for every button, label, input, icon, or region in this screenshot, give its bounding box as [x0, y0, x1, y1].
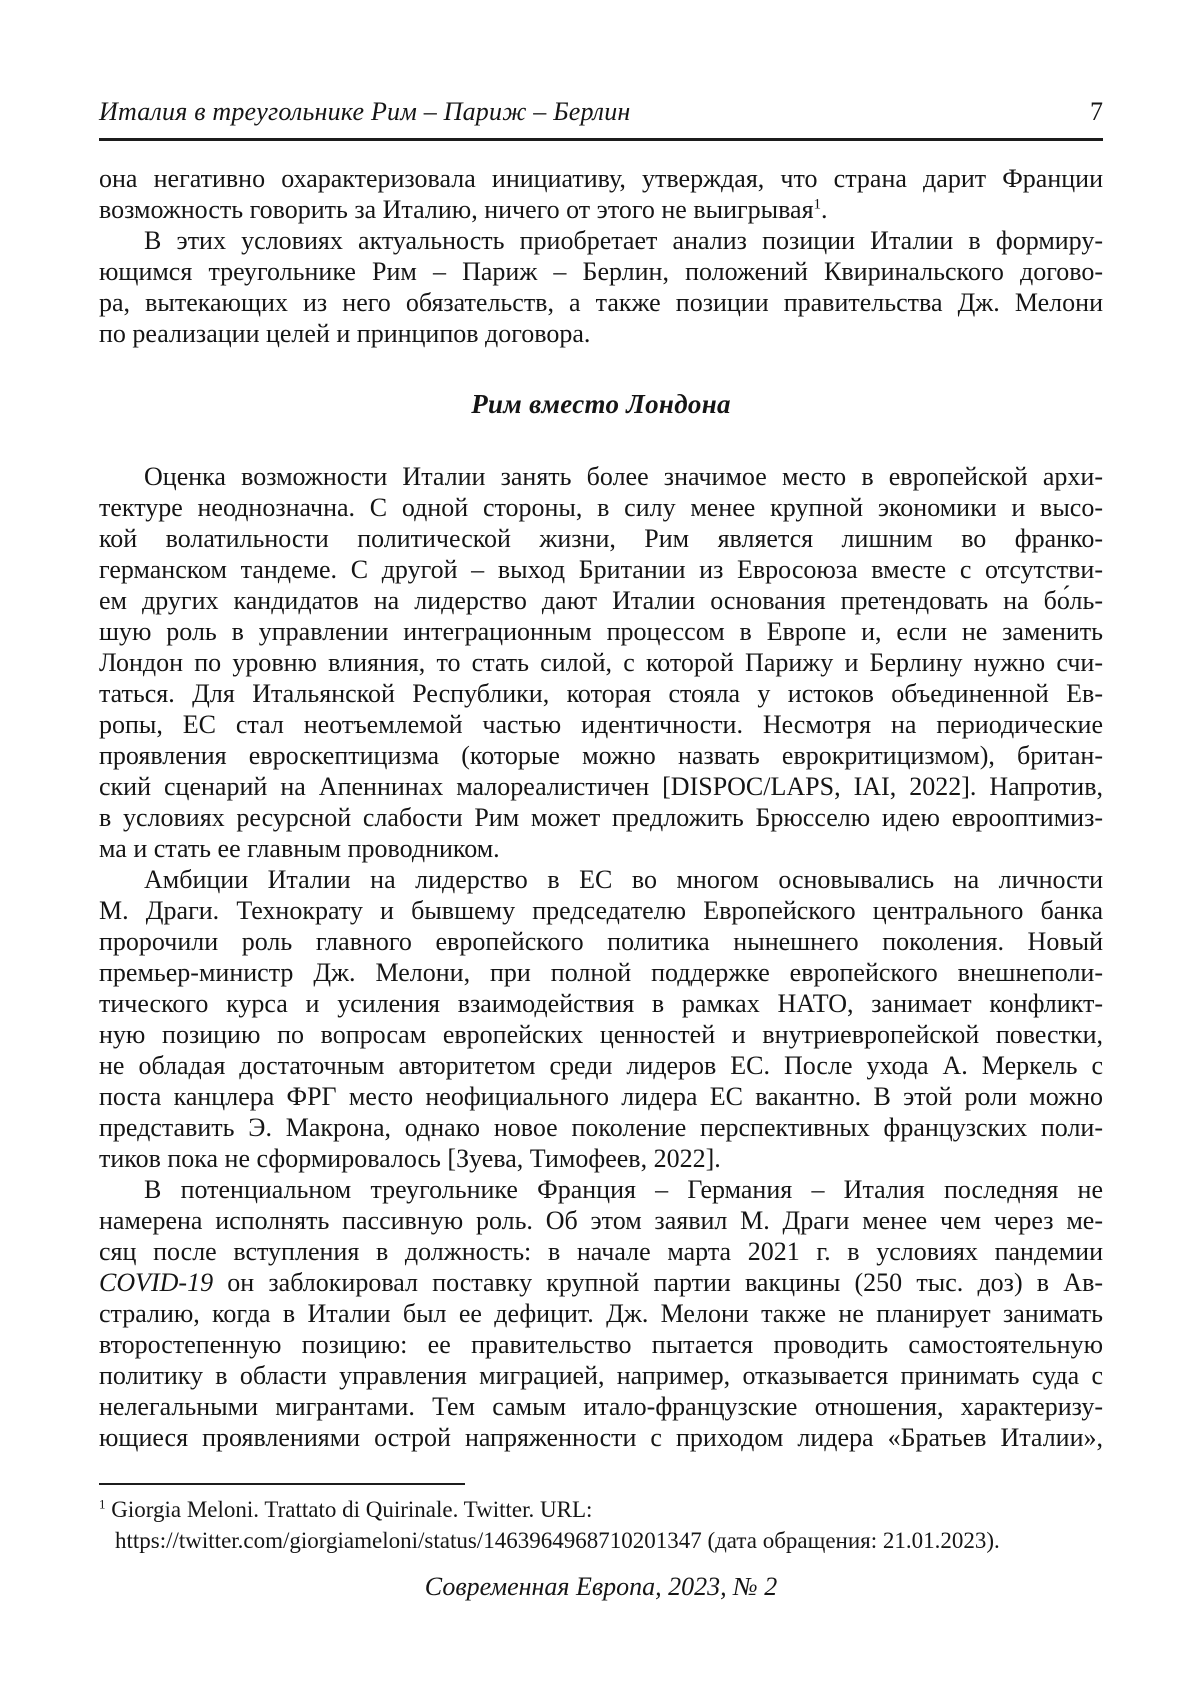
section-heading: Рим вместо Лондона — [471, 389, 731, 419]
text-line: премьер-министр Дж. Мелони, при полной поддержке европейского внешнеполи- — [99, 958, 1103, 987]
text-line — [99, 1267, 1103, 1298]
text-line: нелегальными мигрантами. Тем самым итало-французские отношения, характеризу- — [99, 1392, 1103, 1421]
italic-term: COVID-19 — [99, 1268, 214, 1297]
text-line: проявления евроскептицизма (которые можно назвать еврокритицизмом), британ- — [99, 741, 1103, 770]
text-line: кой волатильности политической жизни, Рим является лишним во франко- — [99, 524, 1103, 553]
text-line: пророчили роль главного европейского политика нынешнего поколения. Новый — [99, 927, 1103, 956]
text-line: ющиеся проявлениями острой напряженности с приходом лидера «Братьев Италии», — [99, 1423, 1103, 1452]
text-line: представить Э. Макрона, однако новое поколение перспективных французских поли- — [99, 1113, 1103, 1142]
text-line: в условиях ресурсной слабости Рим может предложить Брюсселю идею еврооптимиз- — [99, 803, 1103, 832]
footnote-reference: 1 — [813, 196, 822, 213]
text-line: Оценка возможности Италии занять более значимое место в европейской архи- — [144, 462, 1103, 491]
footnote-line — [99, 1494, 1103, 1525]
footnote-separator — [99, 1483, 465, 1485]
text-line: М. Драги. Технократу и бывшему председателю Европейского центрального банка — [99, 896, 1103, 925]
text-line: политику в области управления миграцией, например, отказывается принимать суда с — [99, 1361, 1103, 1390]
text-segment: возможность говорить за Италию, ничего от этого не выигрывая — [99, 195, 814, 224]
text-line: по реализации целей и принципов договора. — [99, 319, 591, 348]
footnote-marker: 1 — [99, 1496, 106, 1512]
text-line: поста канцлера ФРГ место неофициального лидера ЕС вакантно. В этой роли можно — [99, 1082, 1103, 1111]
text-line: ма и стать ее главным проводником. — [99, 834, 500, 863]
paragraph — [99, 163, 1103, 225]
text-line: тектуре неоднозначна. С одной стороны, в силу менее крупной экономики и высо- — [99, 493, 1103, 522]
text-line: стралию, когда в Италии был ее дефицит. Дж. Мелони также не планирует занимать — [99, 1299, 1103, 1328]
text-line: второстепенную позицию: ее правительство пытается проводить самостоятельную — [99, 1330, 1103, 1359]
footnote-block — [99, 1483, 1103, 1556]
page-number: 7 — [1090, 97, 1103, 126]
footnote-text: Giorgia Meloni. Trattato di Quirinale. Twitter. URL: — [111, 1497, 593, 1522]
paragraph — [99, 864, 1103, 1174]
running-title: Италия в треугольнике Рим – Париж – Берлин — [99, 97, 631, 126]
paragraph — [99, 461, 1103, 864]
running-head — [99, 0, 1103, 141]
text-line: Амбиции Италии на лидерство в ЕС во многом основывались на личности — [144, 865, 1103, 894]
text-line: сяц после вступления в должность: в начале марта 2021 г. в условиях пандемии — [99, 1237, 1103, 1266]
text-line: таться. Для Итальянской Республики, которая стояла у истоков объединенной Ев- — [99, 679, 1103, 708]
text-line: Лондон по уровню влияния, то стать силой, с которой Парижу и Берлину нужно счи- — [99, 648, 1103, 677]
text-line: тиков пока не сформировалось [Зуева, Тимофеев, 2022]. — [99, 1144, 721, 1173]
text-line: шую роль в управлении интеграционным процессом в Европе и, если не заменить — [99, 617, 1103, 646]
text-line: В этих условиях актуальность приобретает анализ позиции Италии в формиру- — [144, 226, 1103, 255]
paragraph — [99, 1174, 1103, 1453]
text-line: ропы, ЕС стал неотъемлемой частью идентичности. Несмотря на периодические — [99, 710, 1103, 739]
text-segment: он заблокировал поставку крупной партии вакцины (250 тыс. доз) в Ав- — [213, 1268, 1103, 1297]
text-line: германском тандеме. С другой – выход Британии из Евросоюза вместе с отсутстви- — [99, 555, 1103, 584]
text-line: ский сценарий на Апеннинах малореалистичен [DISPOC/LAPS, IAI, 2022]. Напротив, — [99, 772, 1103, 801]
footnote-line: https://twitter.com/giorgiameloni/status/1463964968710201347 (дата обращения: 21.01.2023). — [115, 1528, 1000, 1553]
journal-footer: Современная Европа, 2023, № 2 — [424, 1572, 778, 1601]
text-line: В потенциальном треугольнике Франция – Германия – Италия последняя не — [144, 1175, 1103, 1204]
text-line: не обладая достаточным авторитетом среди лидеров ЕС. После ухода А. Меркель с — [99, 1051, 1103, 1080]
text-segment: . — [821, 195, 828, 224]
text-line: она негативно охарактеризовала инициативу, утверждая, что страна дарит Франции — [99, 164, 1103, 193]
text-line: ра, вытекающих из него обязательств, а также позиции правительства Дж. Мелони — [99, 288, 1103, 317]
text-line — [99, 194, 1103, 225]
text-line: ную позицию по вопросам европейских ценностей и внутриевропейской повестки, — [99, 1020, 1103, 1049]
text-line: ем других кандидатов на лидерство дают Италии основания претендовать на бо́ль- — [99, 586, 1103, 615]
text-line: ющимся треугольнике Рим – Париж – Берлин, положений Квиринальского догово- — [99, 257, 1103, 286]
article-body — [99, 163, 1103, 1453]
text-line: намерена исполнять пассивную роль. Об этом заявил М. Драги менее чем через ме- — [99, 1206, 1103, 1235]
paragraph — [99, 225, 1103, 349]
text-line: тического курса и усиления взаимодействия в рамках НАТО, занимает конфликт- — [99, 989, 1103, 1018]
